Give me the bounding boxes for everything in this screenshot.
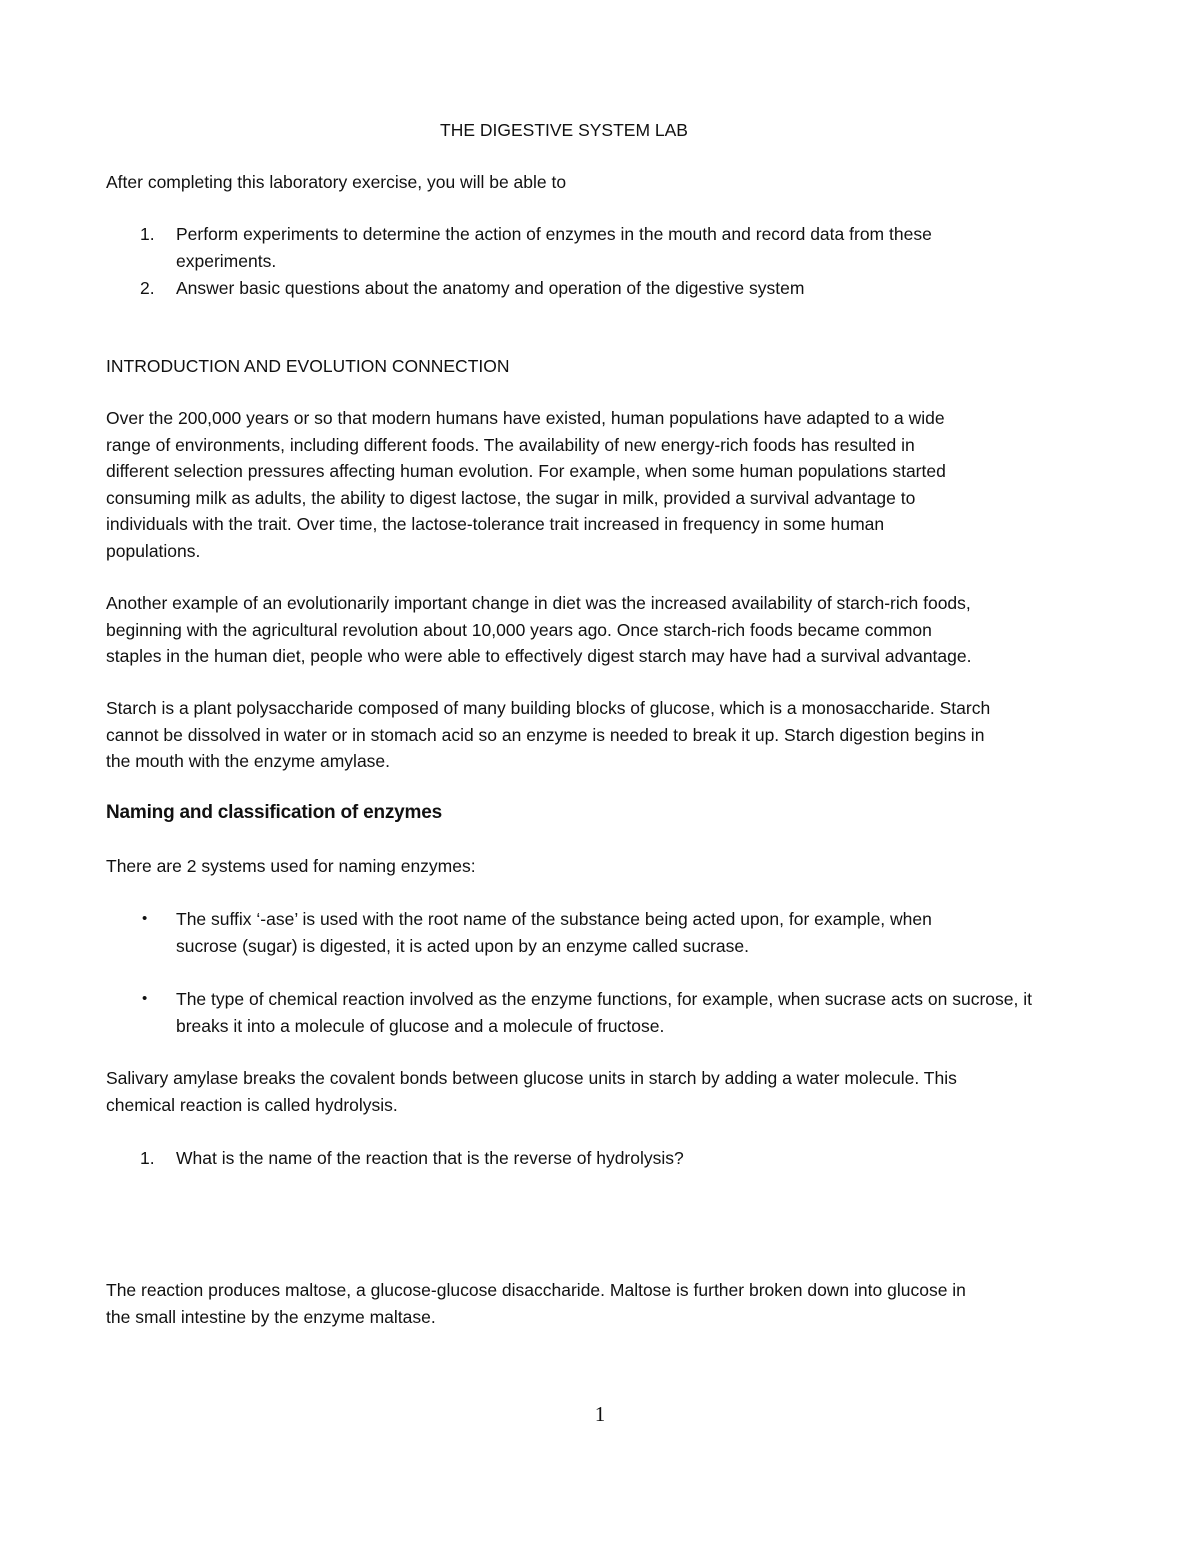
text-line: The suffix ‘-ase’ is used with the root name of the substance being acted upon, for example, when — [176, 909, 932, 929]
objective-text — [176, 221, 1156, 274]
text-line: cannot be dissolved in water or in stomach acid so an enzyme is needed to break it up. Starch digestion begins in — [106, 724, 985, 745]
text-line: Another example of an evolutionarily important change in diet was the increased availability of starch-rich foods, — [106, 593, 971, 613]
section-heading-naming: Naming and classification of enzymes — [106, 802, 442, 823]
paragraph-starch-diet — [106, 590, 1156, 670]
text-line: Salivary amylase breaks the covalent bonds between glucose units in starch by adding a water molecule. This — [106, 1068, 957, 1088]
text-line: Over the 200,000 years or so that modern humans have existed, human populations have adapted to a wide — [106, 408, 945, 428]
question-text: What is the name of the reaction that is the reverse of hydrolysis? — [176, 1148, 684, 1168]
text-line: the mouth with the enzyme amylase. — [106, 751, 391, 771]
list-marker: 1. — [140, 1148, 155, 1168]
text-line: The reaction produces maltose, a glucose-glucose disaccharide. Maltose is further broken down into glucose in — [106, 1280, 966, 1300]
text-line: range of environments, including different foods. The availability of new energy-rich foods has resulted in — [106, 434, 915, 455]
section-heading-intro: INTRODUCTION AND EVOLUTION CONNECTION — [106, 356, 510, 376]
text-line: chemical reaction is called hydrolysis. — [106, 1094, 398, 1115]
paragraph-starch-definition — [106, 695, 1156, 775]
paragraph-maltose — [106, 1277, 1156, 1330]
bullet-text — [176, 906, 1156, 959]
text-line: individuals with the trait. Over time, the lactose-tolerance trait increased in frequency in some human — [106, 514, 885, 534]
text-line: different selection pressures affecting human evolution. For example, when some human populations started — [106, 461, 946, 481]
bullet-marker: • — [142, 910, 148, 927]
text-line: Perform experiments to determine the action of enzymes in the mouth and record data from these — [176, 224, 932, 244]
text-line: The type of chemical reaction involved as the enzyme functions, for example, when sucrase acts on sucrose, it — [176, 989, 1032, 1009]
text-line: beginning with the agricultural revolution about 10,000 years ago. Once starch-rich foods became common — [106, 619, 932, 640]
bullet-marker: • — [142, 990, 148, 1007]
list-marker: 2. — [140, 278, 155, 298]
text-line: sucrose (sugar) is digested, it is acted upon by an enzyme called sucrase. — [176, 935, 749, 956]
text-line: experiments. — [176, 250, 277, 271]
text-line: staples in the human diet, people who were able to effectively digest starch may have had a survival advantage. — [106, 646, 972, 666]
text-line: Answer basic questions about the anatomy and operation of the digestive system — [176, 278, 805, 298]
text-line: populations. — [106, 540, 201, 561]
list-marker: 1. — [140, 224, 155, 244]
text-line: the small intestine by the enzyme maltase. — [106, 1306, 436, 1327]
page-number: 1 — [594, 1402, 606, 1426]
naming-intro: There are 2 systems used for naming enzymes: — [106, 856, 476, 876]
objectives-intro: After completing this laboratory exercise, you will be able to — [106, 172, 567, 192]
bullet-text — [176, 986, 1156, 1039]
text-line: consuming milk as adults, the ability to digest lactose, the sugar in milk, provided a survival advantage to — [106, 487, 916, 508]
document-title: THE DIGESTIVE SYSTEM LAB — [440, 120, 688, 140]
text-line: breaks it into a molecule of glucose and a molecule of fructose. — [176, 1015, 665, 1036]
objective-text — [176, 275, 1156, 302]
text-line: Starch is a plant polysaccharide composed of many building blocks of glucose, which is a monosaccharide. Starch — [106, 698, 991, 718]
paragraph-evolution — [106, 405, 1156, 564]
paragraph-hydrolysis — [106, 1065, 1156, 1118]
